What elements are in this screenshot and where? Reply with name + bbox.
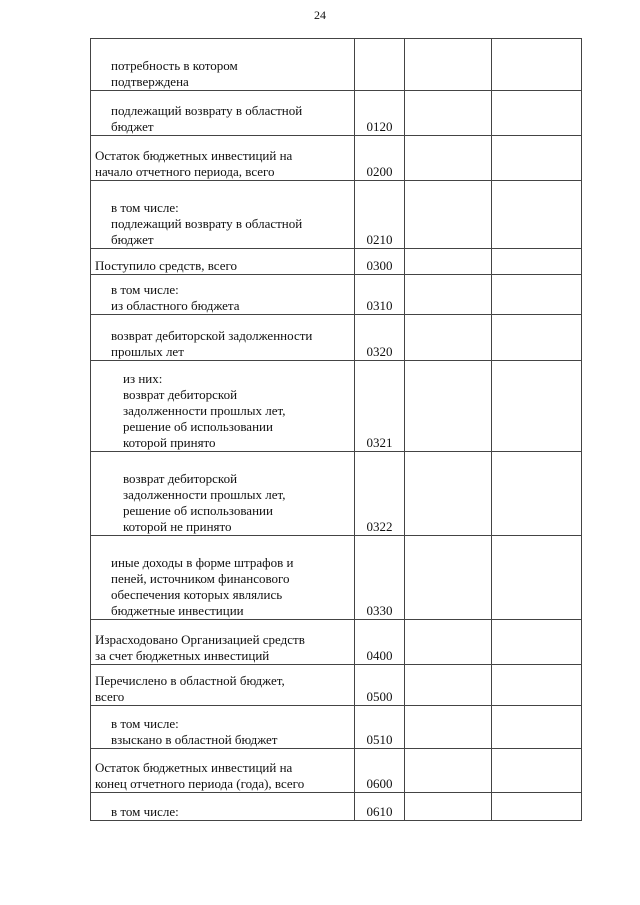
table-row bbox=[91, 91, 582, 136]
row-code: 0120 bbox=[355, 91, 405, 136]
value-cell bbox=[492, 620, 582, 665]
row-code: 0330 bbox=[355, 536, 405, 620]
row-code: 0310 bbox=[355, 275, 405, 315]
value-cell bbox=[405, 315, 492, 361]
row-label bbox=[91, 91, 355, 136]
row-code: 0321 bbox=[355, 361, 405, 452]
row-label-text: в том числе: взыскано в областной бюджет bbox=[111, 716, 278, 747]
row-label-text: подлежащий возврату в областной бюджет bbox=[111, 103, 303, 134]
value-cell bbox=[405, 249, 492, 275]
row-label bbox=[91, 452, 355, 536]
value-cell bbox=[492, 136, 582, 181]
row-label bbox=[91, 361, 355, 452]
value-cell bbox=[492, 793, 582, 821]
value-cell bbox=[492, 452, 582, 536]
row-code: 0320 bbox=[355, 315, 405, 361]
value-cell bbox=[405, 275, 492, 315]
value-cell bbox=[405, 536, 492, 620]
table-row bbox=[91, 665, 582, 706]
value-cell bbox=[492, 39, 582, 91]
page-number: 24 bbox=[314, 8, 326, 22]
table-row bbox=[91, 361, 582, 452]
row-label bbox=[91, 39, 355, 91]
row-label bbox=[91, 536, 355, 620]
table-row bbox=[91, 39, 582, 91]
row-code: 0200 bbox=[355, 136, 405, 181]
value-cell bbox=[492, 536, 582, 620]
row-label bbox=[91, 136, 355, 181]
value-cell bbox=[405, 181, 492, 249]
row-label bbox=[91, 249, 355, 275]
row-code: 0510 bbox=[355, 706, 405, 749]
row-code: 0322 bbox=[355, 452, 405, 536]
row-code: 0610 bbox=[355, 793, 405, 821]
value-cell bbox=[405, 452, 492, 536]
table-row bbox=[91, 249, 582, 275]
value-cell bbox=[492, 249, 582, 275]
row-label bbox=[91, 706, 355, 749]
row-label-text: иные доходы в форме штрафов и пеней, источником финансового обеспечения которых являлись бюджетные инвестиции bbox=[111, 555, 294, 618]
value-cell bbox=[492, 706, 582, 749]
row-code: 0500 bbox=[355, 665, 405, 706]
value-cell bbox=[492, 91, 582, 136]
row-label-text: возврат дебиторской задолженности прошлых лет, решение об использовании которой не принято bbox=[123, 471, 286, 534]
row-label-text: в том числе: подлежащий возврату в областной бюджет bbox=[111, 200, 303, 247]
table-row bbox=[91, 315, 582, 361]
row-code bbox=[355, 39, 405, 91]
row-code: 0600 bbox=[355, 749, 405, 793]
value-cell bbox=[492, 749, 582, 793]
row-label-text: из них: возврат дебиторской задолженности прошлых лет, решение об использовании которой принято bbox=[123, 371, 286, 450]
table-row bbox=[91, 620, 582, 665]
table-row bbox=[91, 536, 582, 620]
value-cell bbox=[492, 275, 582, 315]
table-row bbox=[91, 181, 582, 249]
row-label bbox=[91, 749, 355, 793]
row-label bbox=[91, 181, 355, 249]
row-label-text: Остаток бюджетных инвестиций на начало отчетного периода, всего bbox=[95, 148, 293, 179]
row-label bbox=[91, 315, 355, 361]
row-label bbox=[91, 620, 355, 665]
table-row bbox=[91, 275, 582, 315]
value-cell bbox=[405, 706, 492, 749]
table-row bbox=[91, 706, 582, 749]
row-label bbox=[91, 275, 355, 315]
report-table bbox=[90, 38, 582, 821]
value-cell bbox=[405, 136, 492, 181]
value-cell bbox=[492, 361, 582, 452]
value-cell bbox=[405, 749, 492, 793]
value-cell bbox=[492, 665, 582, 706]
row-label bbox=[91, 793, 355, 821]
value-cell bbox=[492, 181, 582, 249]
row-code: 0400 bbox=[355, 620, 405, 665]
row-label-text: возврат дебиторской задолженности прошлых лет bbox=[111, 328, 313, 359]
value-cell bbox=[405, 91, 492, 136]
table-row bbox=[91, 136, 582, 181]
row-label-text: Перечислено в областной бюджет, всего bbox=[95, 673, 285, 704]
value-cell bbox=[492, 315, 582, 361]
row-label-text: Поступило средств, всего bbox=[95, 258, 237, 273]
row-label-text: потребность в котором подтверждена bbox=[111, 58, 238, 89]
row-label bbox=[91, 665, 355, 706]
value-cell bbox=[405, 665, 492, 706]
value-cell bbox=[405, 620, 492, 665]
row-code: 0300 bbox=[355, 249, 405, 275]
row-label-text: в том числе: из областного бюджета bbox=[111, 282, 240, 313]
row-label-text: Израсходовано Организацией средств за счет бюджетных инвестиций bbox=[95, 632, 305, 663]
row-label-text: в том числе: bbox=[111, 804, 179, 819]
value-cell bbox=[405, 793, 492, 821]
value-cell bbox=[405, 361, 492, 452]
table-row bbox=[91, 452, 582, 536]
value-cell bbox=[405, 39, 492, 91]
table-row bbox=[91, 793, 582, 821]
row-label-text: Остаток бюджетных инвестиций на конец отчетного периода (года), всего bbox=[95, 760, 305, 791]
table-row bbox=[91, 749, 582, 793]
row-code: 0210 bbox=[355, 181, 405, 249]
